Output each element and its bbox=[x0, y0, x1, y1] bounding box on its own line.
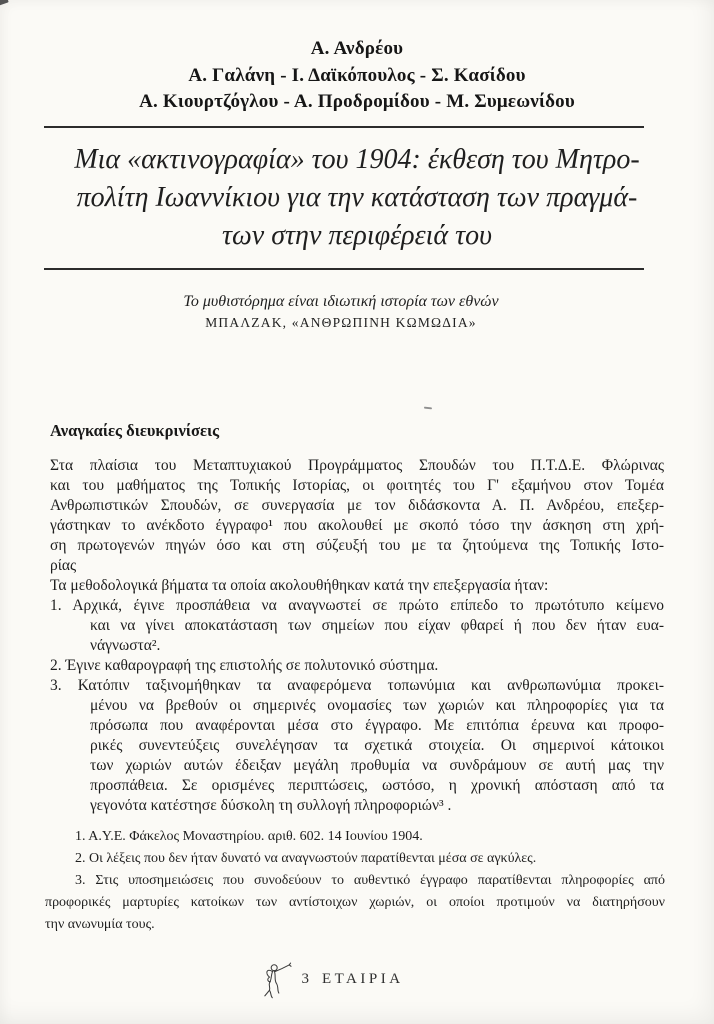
body-text bbox=[50, 456, 664, 816]
page-footer bbox=[0, 958, 690, 1000]
body-line: και του μαθήματος της Τοπικής Ιστορίας, οι φοιτητές του Γ' εξαμήνου στον Τομέα bbox=[50, 477, 664, 494]
epigraph-quote: Το μυθιστόρημα είναι ιδιωτική ιστορία των εθνών bbox=[183, 293, 499, 310]
page-number: 3 bbox=[301, 970, 311, 987]
footnotes bbox=[45, 826, 665, 936]
body-line: νάγνωστα². bbox=[90, 637, 161, 654]
footnote-line: προφορικές μαρτυρίες κατοίκων των αντίστοιχων χωριών, οι οποίοι προτιμούν να διατηρήσουν bbox=[45, 895, 665, 910]
footnote-line: 3. Στις υποσημειώσεις που συνοδεύουν το αυθεντικό έγγραφο παρατίθενται πληροφορίες από bbox=[75, 873, 665, 888]
author-name: Α. Γαλάνη - Ι. Δαϊκόπουλος - Σ. Κασίδου bbox=[188, 64, 526, 86]
intro-paragraph bbox=[50, 456, 664, 576]
body-line: μένου να βρεθούν οι σημερινές ονομασίες των χωριών και πληροφορίες για τα bbox=[90, 697, 664, 714]
authors-block bbox=[0, 36, 714, 116]
body-line: 3. Κατόπιν ταξινομήθηκαν τα αναφερόμενα τοπωνύμια και ανθρωπωνύμια προκει- bbox=[50, 677, 664, 694]
body-line: 2. Έγινε καθαρογραφή της επιστολής σε πολυτονικό σύστημα. bbox=[50, 657, 439, 674]
list-item-1 bbox=[50, 596, 664, 656]
methodology-lead bbox=[50, 576, 664, 596]
body-line: ση πρωτογενών πηγών όσο και στη σύζευξή του με τα ζητούμενα της Τοπικής Ιστο- bbox=[50, 537, 664, 554]
footnote-line: 1. Α.Υ.Ε. Φάκελος Μοναστηρίου. αριθ. 602. 14 Ιουνίου 1904. bbox=[75, 829, 423, 844]
list-item-3 bbox=[50, 676, 664, 816]
body-line: Στα πλαίσια του Μεταπτυχιακού Προγράμματος Σπουδών του Π.Τ.Δ.Ε. Φλώρινας bbox=[50, 457, 664, 474]
body-line: γάστηκαν το ανέκδοτο έγγραφο¹ που ακολουθεί με σκοπό τόσο την άσκηση στη χρή- bbox=[50, 517, 664, 534]
body-line: Ανθρωπιστικών Σπουδών, σε συνεργασία με τον διδάσκοντα Α. Π. Ανδρέου, επεξερ- bbox=[50, 497, 664, 514]
epigraph bbox=[0, 291, 682, 334]
epigraph-attribution: ΜΠΑΛΖΑΚ, «ΑΝΘΡΩΠΙΝΗ ΚΩΜΩΔΙΑ» bbox=[205, 315, 477, 330]
horizontal-rule-top bbox=[44, 126, 644, 128]
article-title-line: Μια «ακτινογραφία» του 1904: έκθεση του Μητρο- bbox=[74, 144, 640, 175]
publisher-mark-icon bbox=[262, 958, 292, 1000]
scan-corner-mark bbox=[0, 0, 9, 6]
body-line: ρικές συνεντεύξεις συνελέγησαν τα σχετικά στοιχεία. Οι σημερινοί κάτοικοι bbox=[90, 737, 664, 754]
body-line: των χωριών αυτών έδειξαν μεγάλη προθυμία να συνδράμουν σε αυτή μας την bbox=[90, 757, 664, 774]
footer-society-label: ΕΤΑΙΡΙΑ bbox=[321, 970, 404, 987]
list-item-2 bbox=[50, 656, 664, 676]
article-title-line: πολίτη Ιωαννίκιου για την κατάσταση των πραγμά- bbox=[76, 182, 638, 213]
article-title bbox=[30, 141, 684, 255]
body-line: Τα μεθοδολογικά βήματα τα οποία ακολουθήθηκαν κατά την επεξεργασία ήταν: bbox=[50, 577, 549, 594]
horizontal-rule-bottom bbox=[44, 268, 644, 270]
body-line: πρόσωπα που αναφέρονται μέσα στο έγγραφο. Με επιτόπια έρευνα και προφο- bbox=[90, 717, 664, 734]
section-heading: Αναγκαίες διευκρινίσεις bbox=[50, 421, 220, 440]
author-name: Α. Κιουρτζόγλου - Α. Προδρομίδου - Μ. Συμεωνίδου bbox=[139, 91, 575, 112]
article-title-line: των στην περιφέρειά του bbox=[222, 220, 492, 251]
body-line: γεγονότα κατέστησε δύσκολη τη συλλογή πληροφοριών³ . bbox=[90, 797, 452, 814]
footnote-line: την ανωνυμία τους. bbox=[45, 917, 155, 932]
author-name: Α. Ανδρέου bbox=[310, 38, 404, 59]
footnote-line: 2. Οι λέξεις που δεν ήταν δυνατό να αναγνωστούν παρατίθενται μέσα σε αγκύλες. bbox=[75, 851, 537, 866]
body-line: και να γίνει αποκατάσταση των σημείων που είχαν φθαρεί ή που δεν ήταν ευα- bbox=[90, 617, 664, 634]
scan-dash-mark bbox=[424, 407, 432, 410]
body-line: προσπάθεια. Σε ορισμένες περιπτώσεις, ωστόσο, η χρονική απόσταση από τα bbox=[90, 777, 664, 794]
body-line: 1. Αρχικά, έγινε προσπάθεια να αναγνωστεί σε πρώτο επίπεδο το πρωτότυπο κείμενο bbox=[50, 597, 664, 614]
body-line: ρίας bbox=[50, 557, 77, 574]
